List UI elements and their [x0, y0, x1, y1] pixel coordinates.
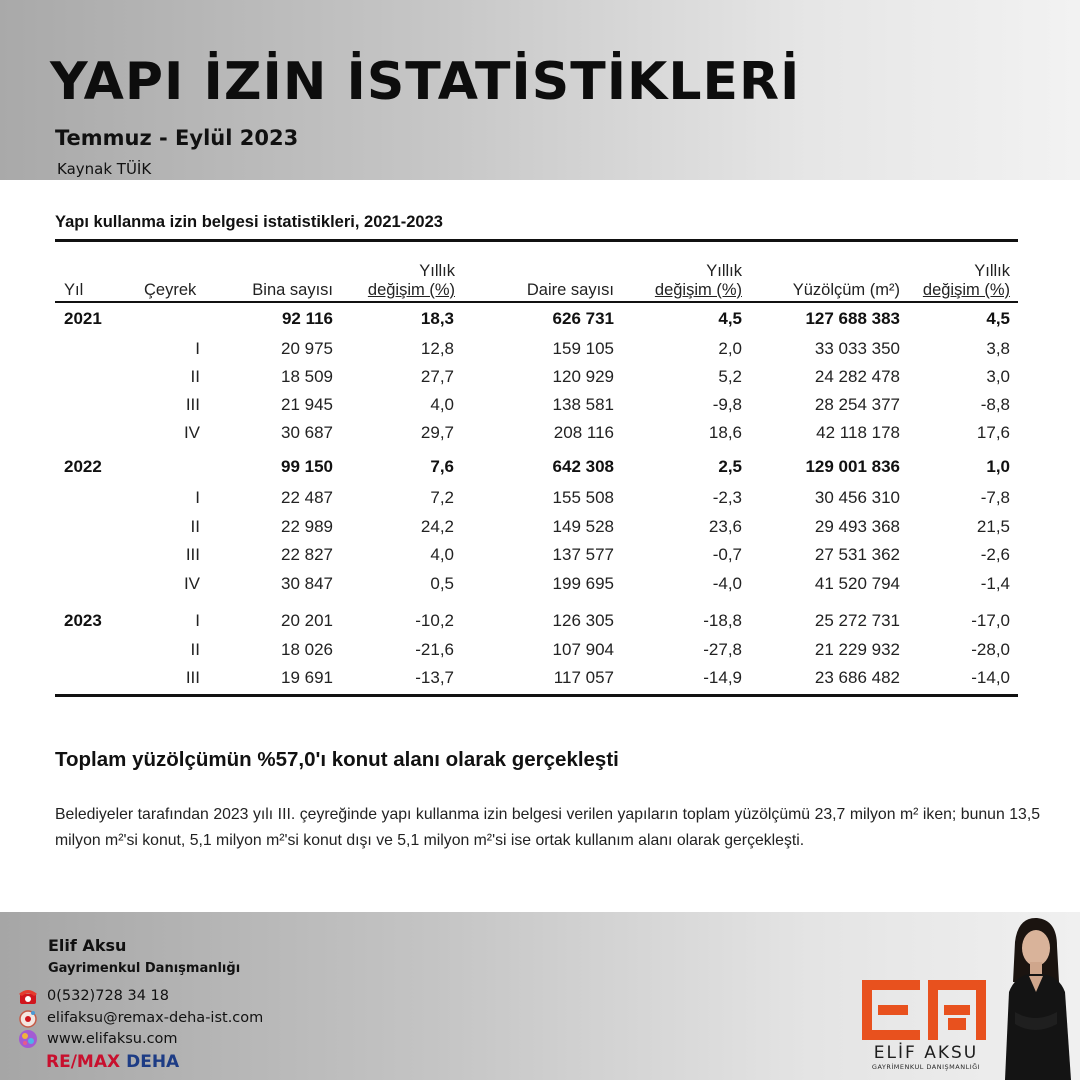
cell-change-buildings: 4,0 [430, 545, 454, 564]
cell-dwellings: 137 577 [552, 545, 614, 564]
cell-change-buildings: 4,0 [430, 395, 454, 414]
cell-buildings: 30 847 [281, 574, 333, 593]
cell-change-dwellings: -0,7 [712, 545, 742, 564]
cell-change-buildings: 24,2 [420, 517, 454, 536]
cell-dwellings: 626 731 [552, 309, 614, 328]
cell-year: 2022 [64, 457, 102, 476]
cell-dwellings: 120 929 [552, 367, 614, 386]
table-top-rule [55, 239, 1018, 242]
cell-change-area: -14,0 [971, 668, 1010, 687]
header-change-dwellings-line1: Yıllık [706, 262, 742, 280]
cell-buildings: 19 691 [281, 668, 333, 687]
source-label: Kaynak TÜİK [57, 160, 152, 178]
cell-dwellings: 155 508 [552, 488, 614, 507]
cell-change-dwellings: 2,5 [718, 457, 742, 476]
cell-area: 127 688 383 [805, 309, 900, 328]
cell-quarter: I [195, 339, 200, 358]
cell-change-buildings: 12,8 [420, 339, 454, 358]
header-change-area-line2: değişim (%) [922, 281, 1010, 299]
cell-dwellings: 117 057 [553, 668, 614, 687]
header-change-dwellings [620, 262, 742, 300]
cell-area: 23 686 482 [814, 668, 900, 687]
cell-dwellings: 138 581 [552, 395, 614, 414]
cell-dwellings: 208 116 [553, 423, 614, 442]
cell-change-area: 3,8 [986, 339, 1010, 358]
header-dwellings: Daire sayısı [526, 281, 614, 299]
contact-website-text: www.elifaksu.com [47, 1031, 178, 1047]
contact-email-text: elifaksu@remax-deha-ist.com [47, 1010, 264, 1026]
cell-quarter: III [185, 668, 200, 687]
cell-change-dwellings: 4,5 [718, 309, 742, 328]
cell-area: 24 282 478 [814, 367, 900, 386]
cell-change-area: -2,6 [980, 545, 1010, 564]
cell-quarter: II [190, 640, 200, 659]
table-header-rule [55, 301, 1018, 303]
cell-buildings: 30 687 [281, 423, 333, 442]
cell-change-area: -1,4 [980, 574, 1010, 593]
cell-change-area: -7,8 [980, 488, 1010, 507]
cell-change-dwellings: 2,0 [718, 339, 742, 358]
cell-change-area: 1,0 [986, 457, 1010, 476]
header-change-area-line1: Yıllık [974, 262, 1010, 280]
cell-change-area: 21,5 [976, 517, 1010, 536]
header-change-dwellings-line2: değişim (%) [654, 281, 742, 299]
cell-change-buildings: 27,7 [420, 367, 454, 386]
cell-area: 30 456 310 [814, 488, 900, 507]
cell-change-area: 17,6 [976, 423, 1010, 442]
cell-change-area: -28,0 [971, 640, 1010, 659]
cell-change-dwellings: -2,3 [712, 488, 742, 507]
agent-portrait [985, 912, 1080, 1080]
header-change-area [900, 262, 1010, 300]
cell-area: 29 493 368 [814, 517, 900, 536]
cell-change-area: 3,0 [986, 367, 1010, 386]
cell-buildings: 22 827 [281, 545, 333, 564]
cell-area: 42 118 178 [816, 423, 900, 442]
contact-phone[interactable] [15, 985, 169, 1007]
logo-name: ELİF AKSU [873, 1043, 979, 1063]
cell-change-dwellings: 5,2 [718, 367, 742, 386]
cell-change-buildings: 29,7 [420, 423, 454, 442]
cell-dwellings: 126 305 [552, 611, 614, 630]
header-change-buildings-line2: değişim (%) [367, 281, 455, 299]
contact-phone-text: 0(532)728 34 18 [47, 988, 170, 1004]
cell-dwellings: 107 904 [552, 640, 614, 659]
remax-deha-brand [46, 1052, 179, 1072]
cell-year: 2023 [64, 611, 102, 630]
cell-dwellings: 149 528 [552, 517, 614, 536]
header-area: Yüzölçüm (m²) [792, 281, 900, 299]
globe-icon [15, 1028, 41, 1050]
cell-buildings: 18 509 [281, 367, 333, 386]
cell-buildings: 20 975 [281, 339, 333, 358]
cell-buildings: 20 201 [281, 611, 333, 630]
email-icon [15, 1007, 41, 1029]
cell-change-dwellings: -14,9 [703, 668, 742, 687]
cell-year: 2021 [64, 309, 102, 328]
cell-quarter: II [190, 367, 200, 386]
cell-buildings: 21 945 [281, 395, 333, 414]
cell-buildings: 99 150 [281, 457, 333, 476]
cell-quarter: III [185, 395, 200, 414]
cell-quarter: IV [183, 423, 200, 442]
contact-email[interactable] [15, 1007, 263, 1029]
table-title: Yapı kullanma izin belgesi istatistikleri, 2021-2023 [55, 213, 443, 231]
cell-dwellings: 642 308 [552, 457, 614, 476]
cell-change-dwellings: -18,8 [703, 611, 742, 630]
cell-change-dwellings: -4,0 [712, 574, 742, 593]
header-change-buildings [330, 262, 455, 300]
cell-quarter: I [195, 488, 200, 507]
cell-area: 33 033 350 [814, 339, 900, 358]
header-buildings: Bina sayısı [252, 281, 333, 299]
phone-icon [15, 985, 41, 1007]
cell-dwellings: 159 105 [552, 339, 614, 358]
cell-area: 28 254 377 [814, 395, 900, 414]
page-subtitle: Temmuz - Eylül 2023 [55, 126, 299, 150]
cell-quarter: IV [183, 574, 200, 593]
cell-change-buildings: 0,5 [430, 574, 454, 593]
cell-change-dwellings: -27,8 [703, 640, 742, 659]
agent-role: Gayrimenkul Danışmanlığı [48, 961, 241, 976]
cell-quarter: II [190, 517, 200, 536]
cell-change-buildings: -13,7 [415, 668, 454, 687]
deha-wordmark: DEHA [126, 1052, 180, 1072]
cell-change-buildings: -21,6 [415, 640, 454, 659]
cell-buildings: 18 026 [281, 640, 333, 659]
cell-change-dwellings: 23,6 [708, 517, 742, 536]
cell-area: 27 531 362 [814, 545, 900, 564]
cell-dwellings: 199 695 [552, 574, 614, 593]
cell-area: 129 001 836 [805, 457, 900, 476]
cell-change-dwellings: -9,8 [712, 395, 742, 414]
cell-change-area: -17,0 [971, 611, 1010, 630]
cell-quarter: I [195, 611, 200, 630]
body-paragraph: Belediyeler tarafından 2023 yılı III. çeyreğinde yapı kullanma izin belgesi verilen yapıların toplam yüzölçümü 23,7 milyon m² iken; bunun 13,5 milyon m²'si konut, 5,1 milyon m²'si konut dışı ve 5,1 milyon m²'si ise ortak kullanım alanı olarak gerçekleşti. [55, 806, 1040, 849]
cell-change-area: 4,5 [986, 309, 1010, 328]
cell-area: 25 272 731 [814, 611, 900, 630]
cell-area: 41 520 794 [814, 574, 900, 593]
header-quarter: Çeyrek [144, 281, 197, 299]
cell-buildings: 22 989 [281, 517, 333, 536]
table-bottom-rule [55, 694, 1018, 697]
header-year: Yıl [64, 281, 84, 299]
logo-tagline: GAYRİMENKUL DANIŞMANLIĞI [871, 1063, 981, 1071]
header-change-buildings-line1: Yıllık [419, 262, 455, 280]
cell-change-dwellings: 18,6 [708, 423, 742, 442]
cell-change-buildings: 18,3 [420, 309, 454, 328]
contact-website[interactable] [15, 1028, 178, 1050]
cell-buildings: 22 487 [281, 488, 333, 507]
cell-quarter: III [185, 545, 200, 564]
cell-change-area: -8,8 [980, 395, 1010, 414]
page-title: YAPI İZİN İSTATİSTİKLERİ [50, 52, 801, 112]
cell-area: 21 229 932 [814, 640, 900, 659]
cell-change-buildings: 7,2 [430, 488, 454, 507]
cell-buildings: 92 116 [281, 309, 333, 328]
agent-name: Elif Aksu [48, 936, 127, 955]
section-heading: Toplam yüzölçümün %57,0'ı konut alanı olarak gerçekleşti [55, 748, 619, 771]
remax-wordmark: RE/MAX [46, 1052, 121, 1072]
cell-change-buildings: 7,6 [430, 457, 454, 476]
cell-change-buildings: -10,2 [415, 611, 454, 630]
